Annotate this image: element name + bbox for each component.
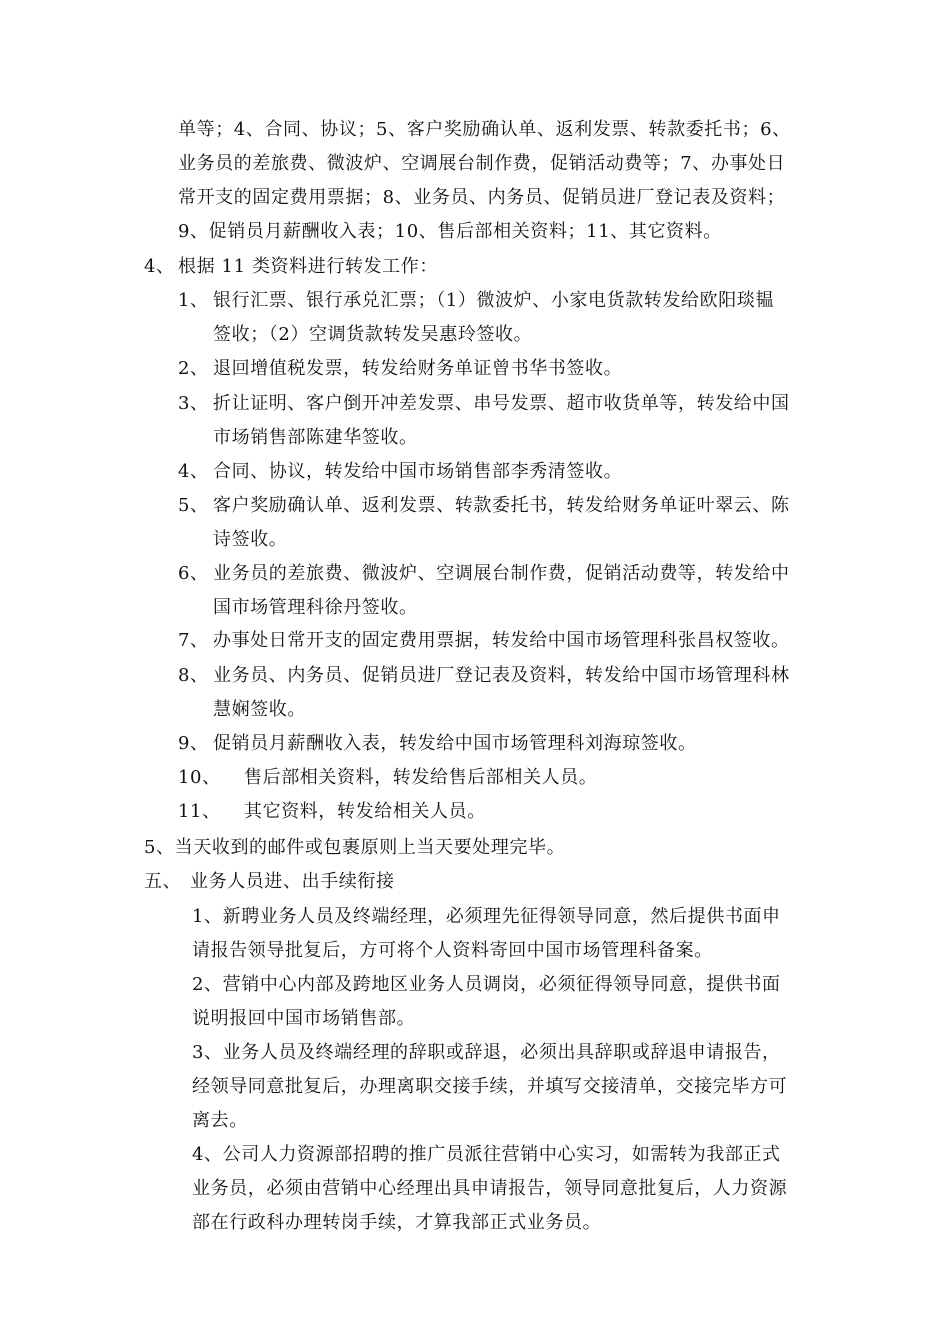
section5-paragraph-line: 1、新聘业务人员及终端经理，必须理先征得领导同意，然后提供书面申: [192, 906, 781, 927]
subitem-text: 诗签收。: [213, 529, 288, 550]
subitem-text: 国市场管理科徐丹签收。: [213, 597, 418, 618]
section5-paragraph-line: 经领导同意批复后，办理离职交接手续，并填写交接清单，交接完毕方可: [192, 1076, 788, 1097]
subitem-text: 合同、协议，转发给中国市场销售部李秀清签收。: [213, 461, 623, 482]
section5-paragraph-line: 2、营销中心内部及跨地区业务人员调岗，必须征得领导同意，提供书面: [192, 974, 781, 995]
subitem-text: 办事处日常开支的固定费用票据，转发给中国市场管理科张昌权签收。: [213, 630, 790, 651]
subitem-text: 退回增值税发票，转发给财务单证曾书华书签收。: [213, 358, 623, 379]
subitem-text: 业务员、内务员、促销员进厂登记表及资料，转发给中国市场管理科林: [213, 665, 790, 686]
subitem-number: 1、: [178, 290, 209, 311]
section5-paragraph-line: 说明报回中国市场销售部。: [192, 1008, 416, 1029]
subitem-text: 银行汇票、银行承兑汇票；（1）微波炉、小家电货款转发给欧阳琰韫: [213, 290, 775, 311]
subitem-number: 10、: [178, 767, 221, 788]
subitem-number: 6、: [178, 563, 209, 584]
subitem-text: 折让证明、客户倒开冲差发票、串号发票、超市收货单等，转发给中国: [213, 393, 790, 414]
section5-paragraph-line: 离去。: [192, 1110, 248, 1131]
item4-title: 根据 11 类资料进行转发工作：: [178, 256, 438, 277]
subitem-number: 5、: [178, 495, 209, 516]
item4-number: 4、: [144, 256, 175, 277]
subitem-text: 促销员月薪酬收入表，转发给中国市场管理科刘海琼签收。: [213, 733, 697, 754]
subitem-number: 9、: [178, 733, 209, 754]
section5-paragraph-line: 4、公司人力资源部招聘的推广员派往营销中心实习，如需转为我部正式: [192, 1144, 781, 1165]
section5-paragraph-line: 部在行政科办理转岗手续，才算我部正式业务员。: [192, 1212, 602, 1233]
item5-text: 5、当天收到的邮件或包裹原则上当天要处理完毕。: [144, 837, 566, 858]
subitem-number: 3、: [178, 393, 209, 414]
section5-paragraph-line: 业务员，必须由营销中心经理出具申请报告，领导同意批复后，人力资源: [192, 1178, 788, 1199]
subitem-number: 2、: [178, 358, 209, 379]
section5-paragraph-line: 3、业务人员及终端经理的辞职或辞退，必须出具辞职或辞退申请报告，: [192, 1042, 781, 1063]
intro-line: 业务员的差旅费、微波炉、空调展台制作费，促销活动费等；7、办事处日: [178, 153, 786, 174]
subitem-text: 市场销售部陈建华签收。: [213, 427, 418, 448]
subitem-text: 其它资料，转发给相关人员。: [244, 801, 486, 822]
intro-line: 9、促销员月薪酬收入表；10、售后部相关资料；11、其它资料。: [178, 221, 722, 242]
subitem-number: 11、: [178, 801, 221, 822]
section5-number: 五、: [144, 871, 182, 892]
subitem-number: 4、: [178, 461, 209, 482]
subitem-text: 签收；（2）空调货款转发吴惠玲签收。: [213, 324, 533, 345]
intro-line: 常开支的固定费用票据；8、业务员、内务员、促销员进厂登记表及资料；: [178, 187, 786, 208]
section5-paragraph-line: 请报告领导批复后，方可将个人资料寄回中国市场管理科备案。: [192, 940, 713, 961]
subitem-number: 8、: [178, 665, 209, 686]
section5-title: 业务人员进、出手续衔接: [190, 871, 395, 892]
subitem-text: 售后部相关资料，转发给售后部相关人员。: [244, 767, 598, 788]
subitem-text: 慧娴签收。: [213, 699, 306, 720]
intro-line: 单等；4、合同、协议；5、客户奖励确认单、返利发票、转款委托书；6、: [178, 119, 791, 140]
subitem-number: 7、: [178, 630, 209, 651]
subitem-text: 客户奖励确认单、返利发票、转款委托书，转发给财务单证叶翠云、陈: [213, 495, 790, 516]
subitem-text: 业务员的差旅费、微波炉、空调展台制作费，促销活动费等，转发给中: [213, 563, 790, 584]
